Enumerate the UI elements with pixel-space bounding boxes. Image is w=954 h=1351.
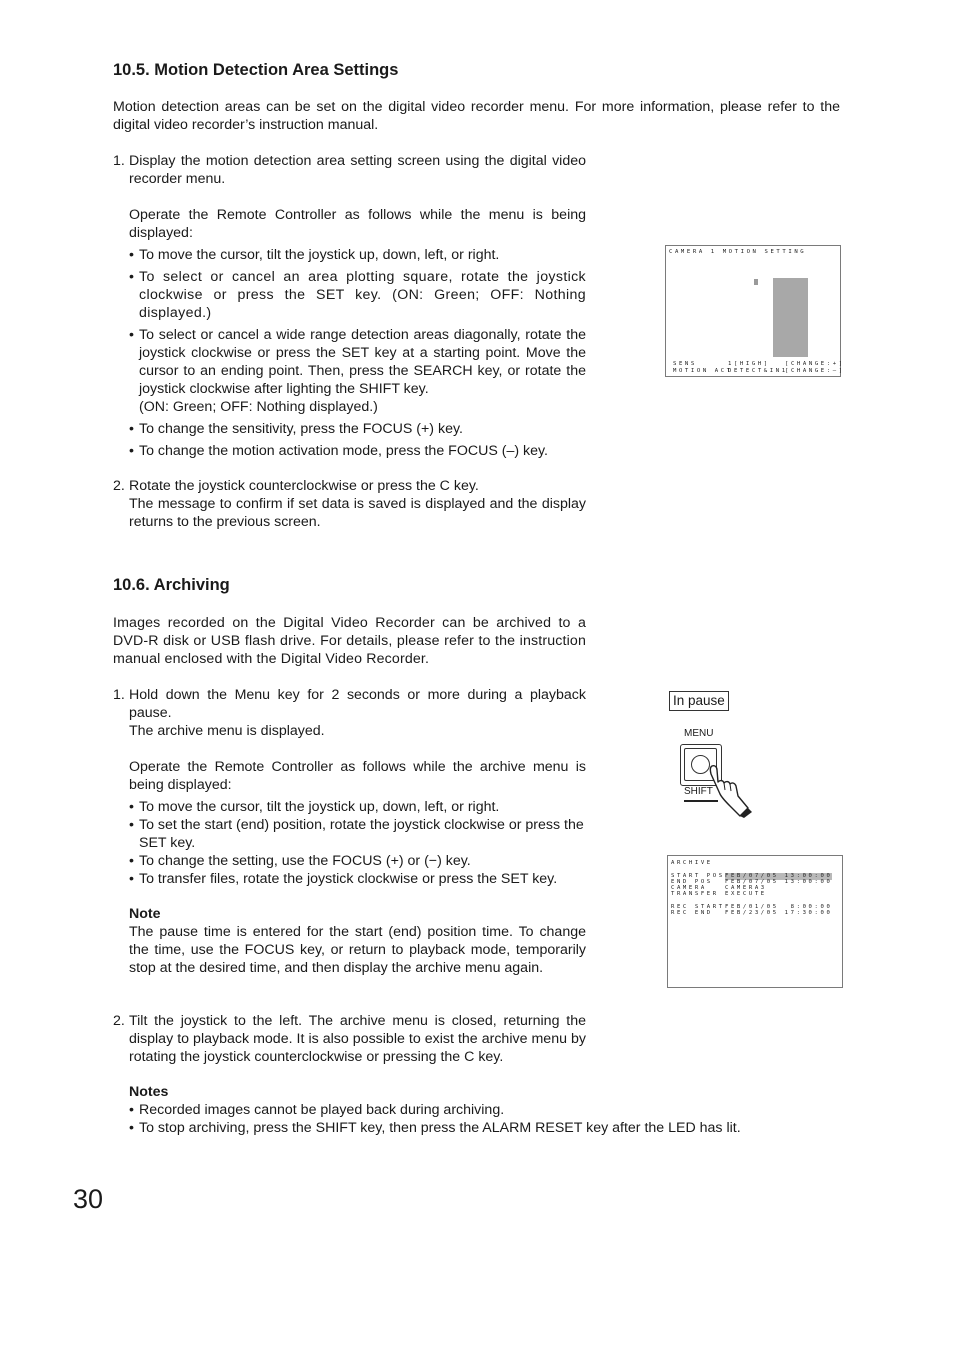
- section-title-motion: 10.5. Motion Detection Area Settings: [113, 61, 399, 79]
- shift-key-label: SHIFT: [684, 786, 713, 797]
- list-item: [129, 1119, 849, 1137]
- list-item: [129, 268, 586, 322]
- bullet-text: To move the cursor, tilt the joystick up, down, left, or right.: [139, 247, 500, 263]
- bullet: •: [129, 853, 134, 869]
- bullet: •: [129, 421, 134, 437]
- pressing-hand-icon: [708, 764, 754, 818]
- archive-row-label: CAMERA: [671, 885, 707, 891]
- archive-row-label: END POS: [671, 879, 713, 885]
- list-item: [129, 816, 586, 852]
- archive-screen: [667, 855, 843, 988]
- in-pause-label: In pause: [669, 691, 729, 711]
- bullet: •: [129, 1120, 134, 1136]
- step-number: 2.: [113, 478, 125, 494]
- archive-row-value: FEB/23/05 17:30:00: [725, 910, 833, 916]
- list-item: [129, 442, 586, 460]
- bullet: •: [129, 1102, 134, 1118]
- motion-act-change: [CHANGE:–]: [785, 368, 845, 374]
- archive-row-label: REC START: [671, 904, 725, 910]
- bullet-text: To change the sensitivity, press the FOCUS (+) key.: [139, 421, 463, 437]
- bullet-text: To select or cancel a wide range detection areas diagonally, rotate the joystick clockwise or press the SET key at a starting point. Move the cursor to an ending point. Then, press the SEARCH key, or rotate the joystick clockwise after lighting the SHIFT key.: [139, 327, 586, 397]
- archive-step-1: [113, 686, 586, 977]
- detection-square: [754, 279, 758, 285]
- bullet-text: To change the motion activation mode, press the FOCUS (–) key.: [139, 443, 548, 459]
- note-text: The pause time is entered for the start (end) position time. To change the time, use the FOCUS key, or return to playback mode, temporarily stop at the desired time, and then display the archive menu again.: [129, 924, 586, 976]
- sens-change: [CHANGE:+]: [785, 361, 845, 367]
- archive-step1-result: The archive menu is displayed.: [129, 723, 325, 739]
- bullet-text: To move the cursor, tilt the joystick up, down, left, or right.: [139, 799, 500, 815]
- archive-step1-operate: Operate the Remote Controller as follows while the archive menu is being displayed:: [129, 759, 586, 793]
- archive-step2-text: Tilt the joystick to the left. The archive menu is closed, returning the display to playback mode. It is also possible to exist the archive menu by rotating the joystick counterclockwise or pressing the C key.: [129, 1013, 586, 1065]
- list-item: [129, 870, 586, 888]
- step-number: 1.: [113, 153, 125, 169]
- motion-act-value: DETECT&IN1: [728, 368, 788, 374]
- bullet: •: [129, 817, 134, 833]
- motion-setting-screen: [665, 245, 845, 377]
- archive-row-label: REC END: [671, 910, 713, 916]
- sens-value: 1[HIGH]: [728, 361, 770, 367]
- bullet: •: [129, 871, 134, 887]
- note-item: To stop archiving, press the SHIFT key, then press the ALARM RESET key after the LED has lit.: [139, 1120, 741, 1136]
- motion-step2-message: The message to confirm if set data is saved is displayed and the display returns to the previous screen.: [129, 496, 586, 530]
- page-number: 30: [73, 1184, 104, 1214]
- menu-key-label: MENU: [684, 728, 714, 739]
- motion-step-1: [113, 152, 586, 460]
- archive-screen-title: ARCHIVE: [671, 860, 713, 866]
- bullet: •: [129, 269, 134, 285]
- motion-step1-text: Display the motion detection area setting screen using the digital video recorder menu.: [129, 153, 586, 187]
- section-title-archiving: 10.6. Archiving: [113, 576, 230, 594]
- sens-label: SENS: [673, 361, 697, 367]
- list-item: [129, 798, 586, 816]
- list-item: [129, 326, 586, 416]
- archive-step-2: [113, 1012, 586, 1066]
- archive-row-label: TRANSFER: [671, 891, 719, 897]
- archive-notes: [129, 1083, 849, 1137]
- notes-heading: Notes: [129, 1084, 169, 1100]
- list-item: [129, 852, 586, 870]
- motion-act-label: MOTION ACT: [673, 368, 733, 374]
- bullet: •: [129, 247, 134, 263]
- archive-row-value: EXECUTE: [725, 891, 767, 897]
- list-item: [129, 1101, 849, 1119]
- step-number: 2.: [113, 1013, 125, 1029]
- archive-row-value: CAMERA3: [725, 885, 767, 891]
- archive-step1-text: Hold down the Menu key for 2 seconds or more during a playback pause.: [129, 687, 586, 721]
- archive-row-value-selected: FEB/07/05 13:00:00: [725, 873, 833, 879]
- shift-underline: [684, 800, 718, 802]
- motion-step1-operate: Operate the Remote Controller as follows while the menu is being displayed:: [129, 207, 586, 241]
- list-item: [129, 420, 586, 438]
- motion-step2-text: Rotate the joystick counterclockwise or press the C key.: [129, 478, 479, 494]
- note-item: Recorded images cannot be played back during archiving.: [139, 1102, 505, 1118]
- archive-row-value: FEB/01/05 8:00:00: [725, 904, 833, 910]
- motion-step-2: [113, 477, 586, 531]
- bullet-text: To transfer files, rotate the joystick clockwise or press the SET key.: [139, 871, 558, 887]
- bullet-text: To set the start (end) position, rotate the joystick clockwise or press the SET key.: [139, 817, 584, 851]
- detection-area: [773, 278, 808, 357]
- bullet: •: [129, 799, 134, 815]
- bullet: •: [129, 327, 134, 343]
- list-item: [129, 246, 586, 264]
- motion-intro: Motion detection areas can be set on the digital video recorder menu. For more information, please refer to the digital video recorder’s instruction manual.: [113, 99, 840, 133]
- archiving-intro: Images recorded on the Digital Video Recorder can be archived to a DVD-R disk or USB flash drive. For details, please refer to the instruction manual enclosed with the Digital Video Recorder.: [113, 615, 586, 667]
- bullet-text-extra: (ON: Green; OFF: Nothing displayed.): [139, 399, 378, 415]
- note-heading: Note: [129, 906, 161, 922]
- step-number: 1.: [113, 687, 125, 703]
- screen-title: CAMERA 1 MOTION SETTING: [669, 249, 807, 255]
- bullet-text: To select or cancel an area plotting square, rotate the joystick clockwise or press the SET key. (ON: Green; OFF: Nothing displayed.): [139, 269, 586, 321]
- bullet-text: To change the setting, use the FOCUS (+) or (−) key.: [139, 853, 471, 869]
- archive-row-value: FEB/07/05 13:00:00: [725, 879, 833, 885]
- bullet: •: [129, 443, 134, 459]
- archive-row-label: START POS: [671, 873, 725, 879]
